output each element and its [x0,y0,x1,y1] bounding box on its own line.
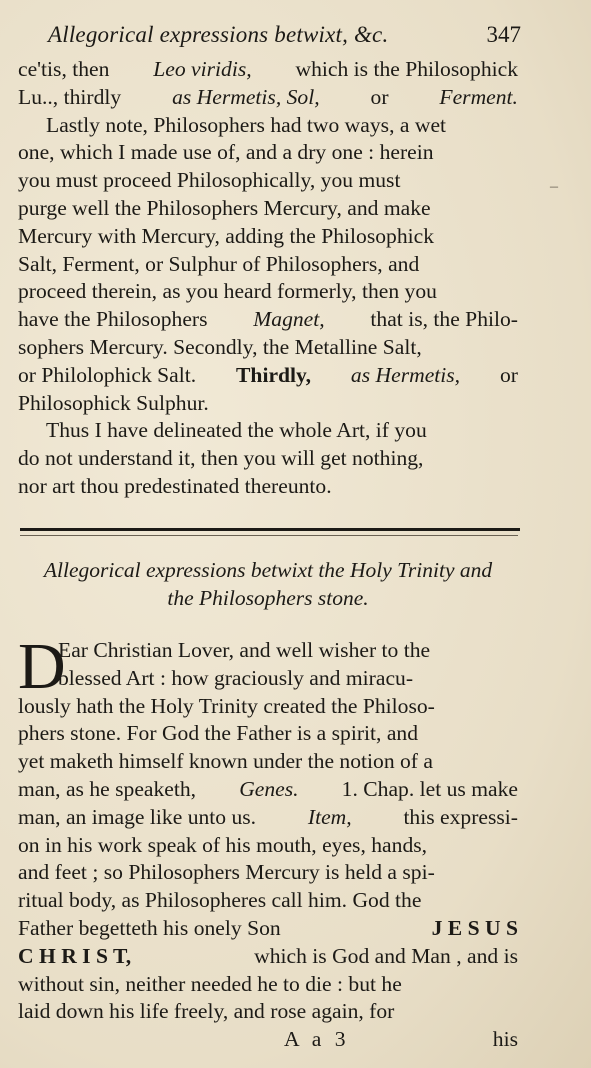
text-line [18,637,518,665]
text-run: or [499,362,518,387]
text-line [18,943,518,971]
text-line [18,887,518,915]
text-run: that is, the Philo- [370,307,518,332]
text-run: nor art thou predestinated thereunto. [18,473,332,498]
text-line [18,915,518,943]
text-run: 1. Chap. let us make [341,776,518,801]
text-run: Thus I have delineated the whole Art, if you [46,418,427,443]
text-line [18,998,518,1026]
running-head: Allegorical expressions betwixt, &c. [48,22,389,47]
page-header [48,22,521,54]
text-run: laid down his life freely, and rose again, for [18,999,395,1024]
text-run: Magnet, [253,307,325,332]
text-run: Lastly note, Philosophers had two ways, a wet [46,112,447,137]
text-run: Genes. [239,776,299,801]
text-run: Salt, Ferment, or Sulphur of Philosophers, and [18,251,420,276]
text-line [18,306,518,334]
chapter-title-line: the Philosophers stone. [167,586,369,610]
section-divider-rule [20,528,520,531]
text-line [18,112,518,140]
text-run: one, which I made use of, and a dry one : herein [18,140,434,165]
chapter-title [18,556,518,612]
text-line [18,195,518,223]
text-run: purge well the Philosophers Mercury, and make [18,195,431,220]
text-run: blessed Art : how graciously and miracu- [58,665,414,690]
text-run: on in his work speak of his mouth, eyes, hands, [18,832,428,857]
text-run: Mercury with Mercury, adding the Philosophick [18,223,434,248]
text-run: Philosophick Sulphur. [18,390,209,415]
text-run: Lu.., thirdly [18,84,122,109]
text-run: sophers Mercury. Secondly, the Metalline Salt, [18,334,422,359]
text-run: which is the Philosophick [295,57,518,81]
text-line [18,859,518,887]
text-run: yet maketh himself known under the notion of a [18,749,433,774]
previous-section-text [18,56,518,501]
page-number: 347 [486,22,521,47]
text-line [18,390,518,418]
text-line [18,720,518,748]
text-line [18,334,518,362]
text-line [18,445,518,473]
text-run: Ear Christian Lover, and well wisher to the [58,638,431,662]
text-run: J E S U S [431,915,518,940]
text-run: do not understand it, then you will get nothing, [18,446,424,471]
text-run: Item, [307,804,352,829]
text-line [18,56,518,84]
text-run: lously hath the Holy Trinity created the Philoso- [18,693,435,718]
text-run: this expressi- [403,804,518,829]
text-run: Leo viridis, [153,57,252,81]
text-line [18,971,518,999]
text-line [18,223,518,251]
text-line [18,278,518,306]
text-run: you must proceed Philosophically, you must [18,168,401,193]
section-divider-rule-thin [20,535,518,536]
drop-cap: D [18,630,66,703]
text-line [18,84,518,112]
text-run: C H R I S T, [18,943,132,968]
text-line [18,417,518,445]
text-run: Thirdly, [236,362,312,387]
page-footer [18,1027,518,1057]
text-line [18,251,518,279]
text-line [18,804,518,832]
chapter-title-line: Allegorical expressions betwixt the Holy Trinity and [43,558,493,582]
text-run: phers stone. For God the Father is a spirit, and [18,721,419,746]
text-line [18,473,518,501]
text-line [18,776,518,804]
text-line [18,362,518,390]
text-run: without sin, neither needed he to die : but he [18,971,402,996]
margin-mark: – [550,178,558,195]
catchword: his [492,1027,518,1051]
signature-mark: A a 3 [284,1027,350,1051]
text-run: have the Philosophers [18,307,208,332]
text-run: Ferment. [439,84,518,109]
text-line [18,832,518,860]
text-run: ritual body, as Philosopheres call him. God the [18,888,422,913]
chapter-body [18,630,518,1026]
text-run: proceed therein, as you heard formerly, then you [18,279,437,304]
text-run: which is God and Man , and is [254,943,518,968]
text-run: or Philolophick Salt. [18,362,197,387]
text-run: man, an image like unto us. [18,804,257,829]
text-run: as Hermetis, [350,362,461,387]
text-run: as Hermetis, Sol, [172,84,320,109]
text-run: or [370,84,389,109]
text-run: and feet ; so Philosophers Mercury is held a spi- [18,860,435,885]
text-run: man, as he speaketh, [18,776,197,801]
text-run: Father begetteth his onely Son [18,915,281,940]
text-line [18,693,518,721]
text-line [18,665,518,693]
text-line [18,167,518,195]
text-run: ce'tis, then [18,57,110,81]
text-line [18,748,518,776]
text-line [18,139,518,167]
